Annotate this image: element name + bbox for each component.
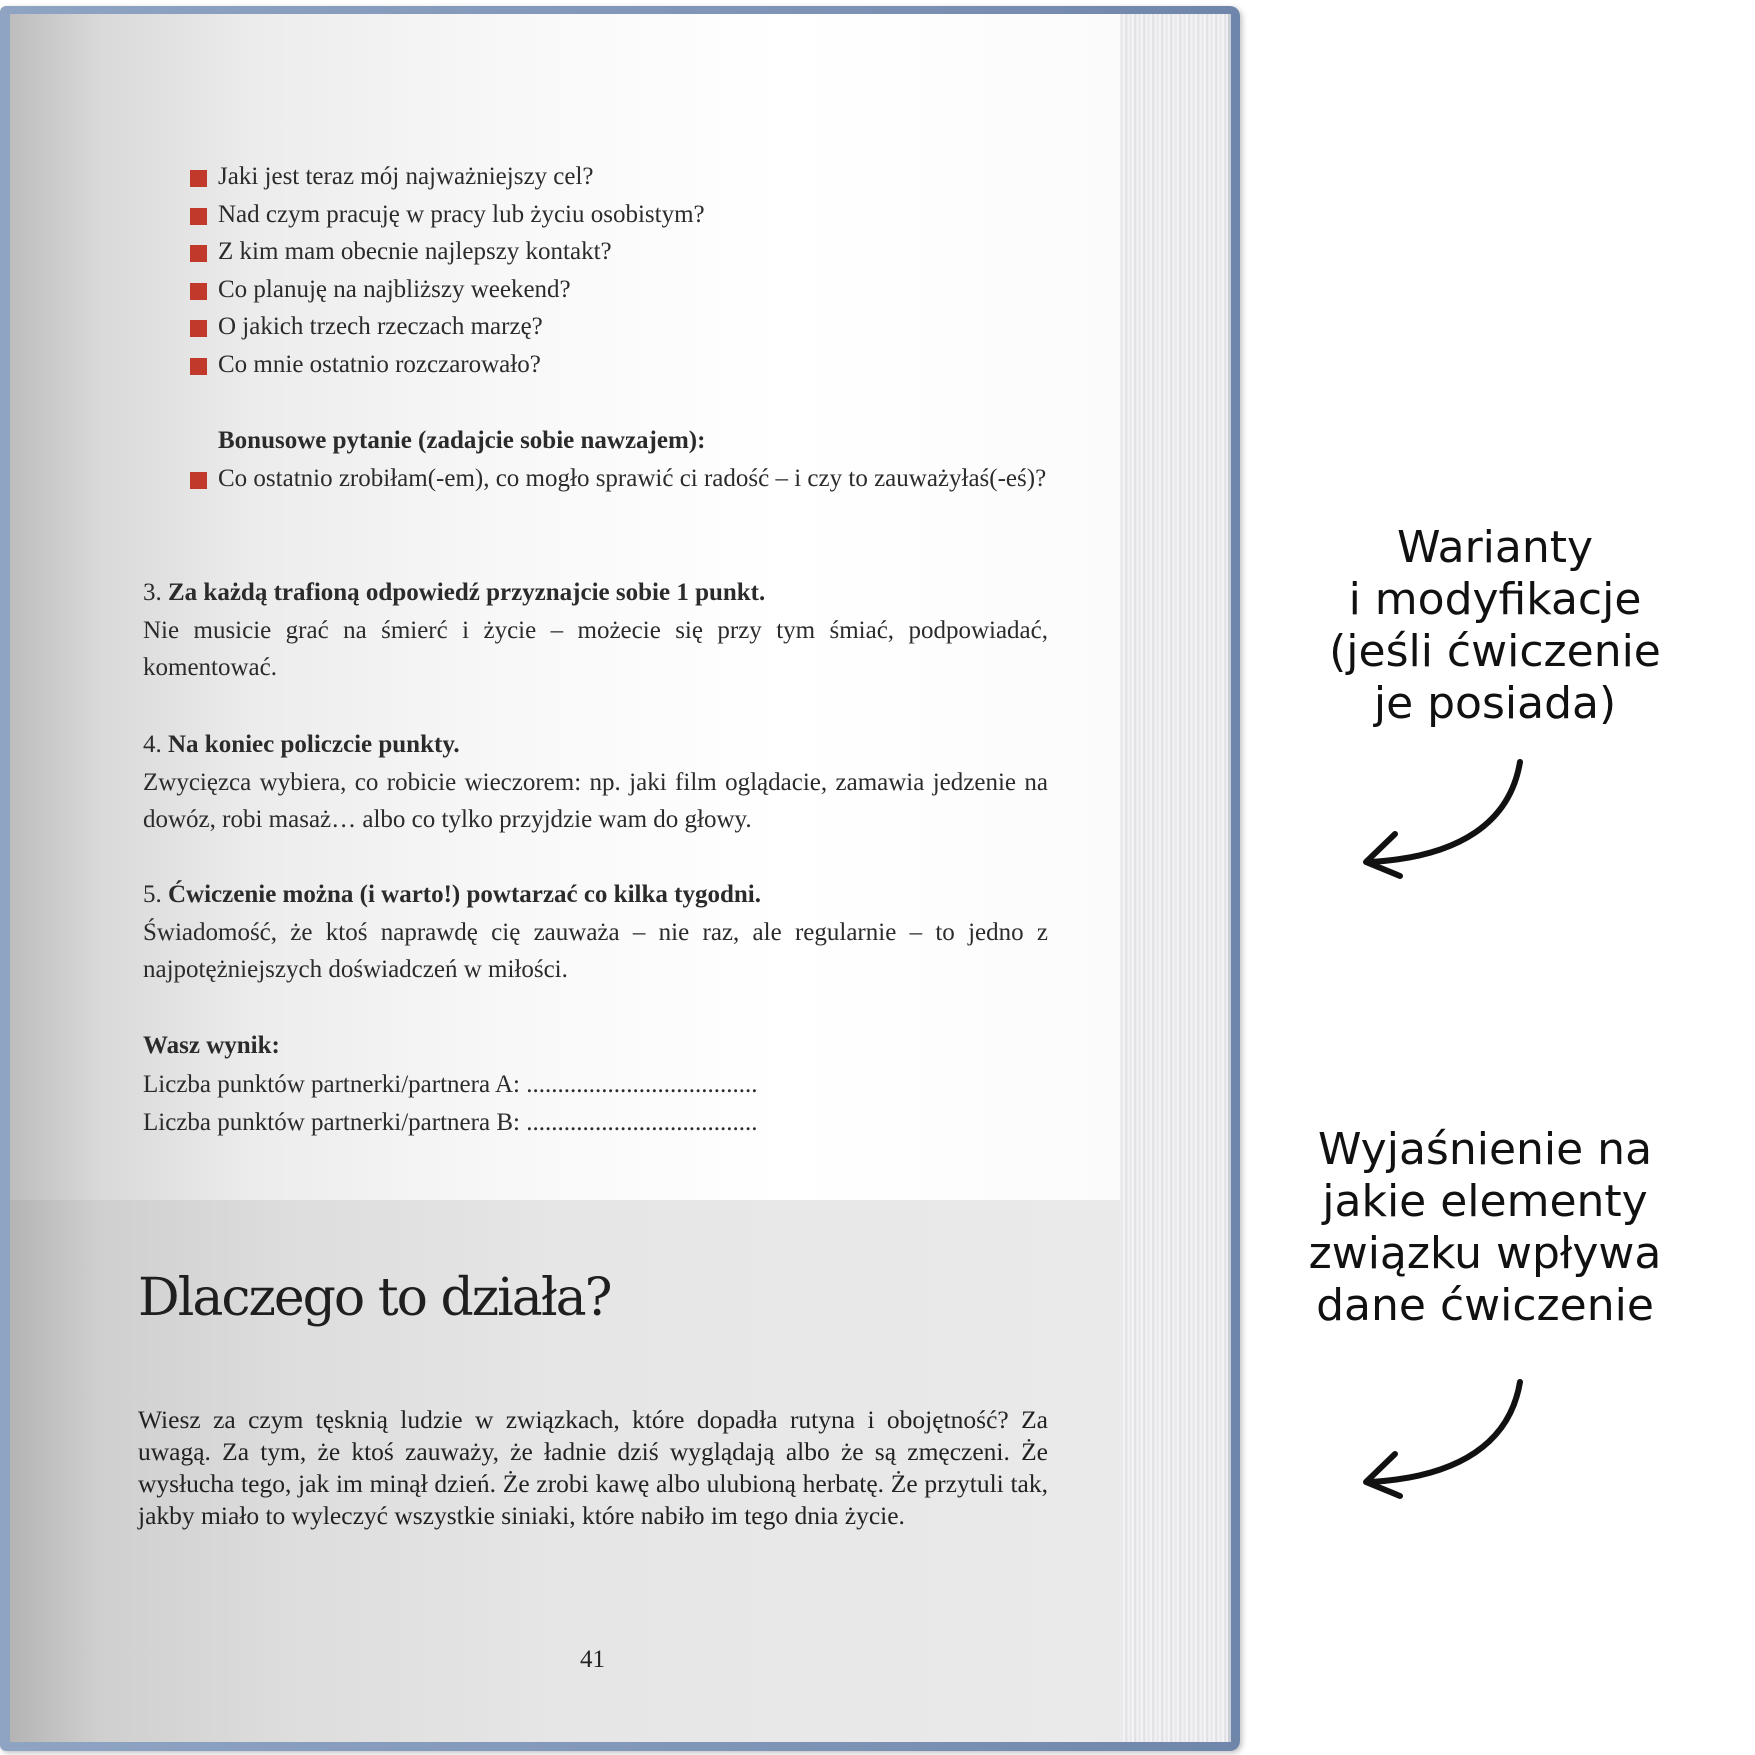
score-line-a: Liczba punktów partnerki/partnera A: .....................................	[143, 1071, 758, 1098]
bonus-question: Co ostatnio zrobiłam(-em), co mogło sprawić ci radość – i czy to zauważyłaś(-eś)?	[190, 460, 1078, 498]
score-line-b: Liczba punktów partnerki/partnera B: .....................................	[143, 1109, 758, 1136]
list-item: O jakich trzech rzeczach marzę?	[190, 308, 1050, 346]
score-title: Wasz wynik:	[143, 1032, 280, 1059]
section-body: Wiesz za czym tęsknią ludzie w związkach, które dopadła rutyna i obojętność? Za uwagą. Za tym, że ktoś zauważy, że ładnie dziś wyglądają albo że są zmęczeni. Że wysłucha tego, jak im minął dzień. Że zrobi kawę albo ulubioną herbatę. Że przytuli tak, jakby miało to wyleczyć wszystkie siniaki, które nabiło im tego dnia życie.	[138, 1405, 1048, 1530]
square-bullet-icon	[190, 208, 207, 225]
square-bullet-icon	[190, 170, 207, 187]
list-item: Z kim mam obecnie najlepszy kontakt?	[190, 233, 1050, 271]
square-bullet-icon	[190, 358, 207, 375]
square-bullet-icon	[190, 320, 207, 337]
list-item: Co mnie ostatnio rozczarowało?	[190, 346, 1050, 384]
list-item: Jaki jest teraz mój najważniejszy cel?	[190, 158, 1050, 196]
page-number: 41	[580, 1646, 605, 1673]
list-item: Nad czym pracuję w pracy lub życiu osobistym?	[190, 196, 1050, 234]
list-item: Co planuję na najbliższy weekend?	[190, 271, 1050, 309]
annotation-variants: Warianty i modyfikacje (jeśli ćwiczenie je posiada)	[1329, 522, 1661, 729]
curved-arrow-icon	[1350, 1372, 1540, 1502]
section-heading: Dlaczego to działa?	[138, 1268, 611, 1328]
book-page	[10, 14, 1120, 1742]
question-list	[190, 158, 1050, 383]
step-5: 5. Ćwiczenie można (i warto!) powtarzać co kilka tygodni. Świadomość, że ktoś naprawdę cię zauważa – nie raz, ale regularnie – to jedno z najpotężniejszych doświadczeń w miłości.	[143, 881, 1048, 983]
square-bullet-icon	[190, 245, 207, 262]
square-bullet-icon	[190, 472, 207, 489]
curved-arrow-icon	[1350, 752, 1540, 882]
step-4: 4. Na koniec policzcie punkty. Zwycięzca wybiera, co robicie wieczorem: np. jaki film oglądacie, zamawia jedzenie na dowóz, robi masaż… albo co tylko przyjdzie wam do głowy.	[143, 731, 1048, 833]
annotation-explanation: Wyjaśnienie na jakie elementy związku wpływa dane ćwiczenie	[1308, 1124, 1662, 1331]
bonus-question-title: Bonusowe pytanie (zadajcie sobie nawzajem):	[218, 427, 706, 454]
page-edges	[1110, 14, 1231, 1742]
square-bullet-icon	[190, 283, 207, 300]
step-3: 3. Za każdą trafioną odpowiedź przyznajcie sobie 1 punkt. Nie musicie grać na śmierć i życie – możecie się przy tym śmiać, podpowiadać, komentować.	[143, 579, 1048, 681]
